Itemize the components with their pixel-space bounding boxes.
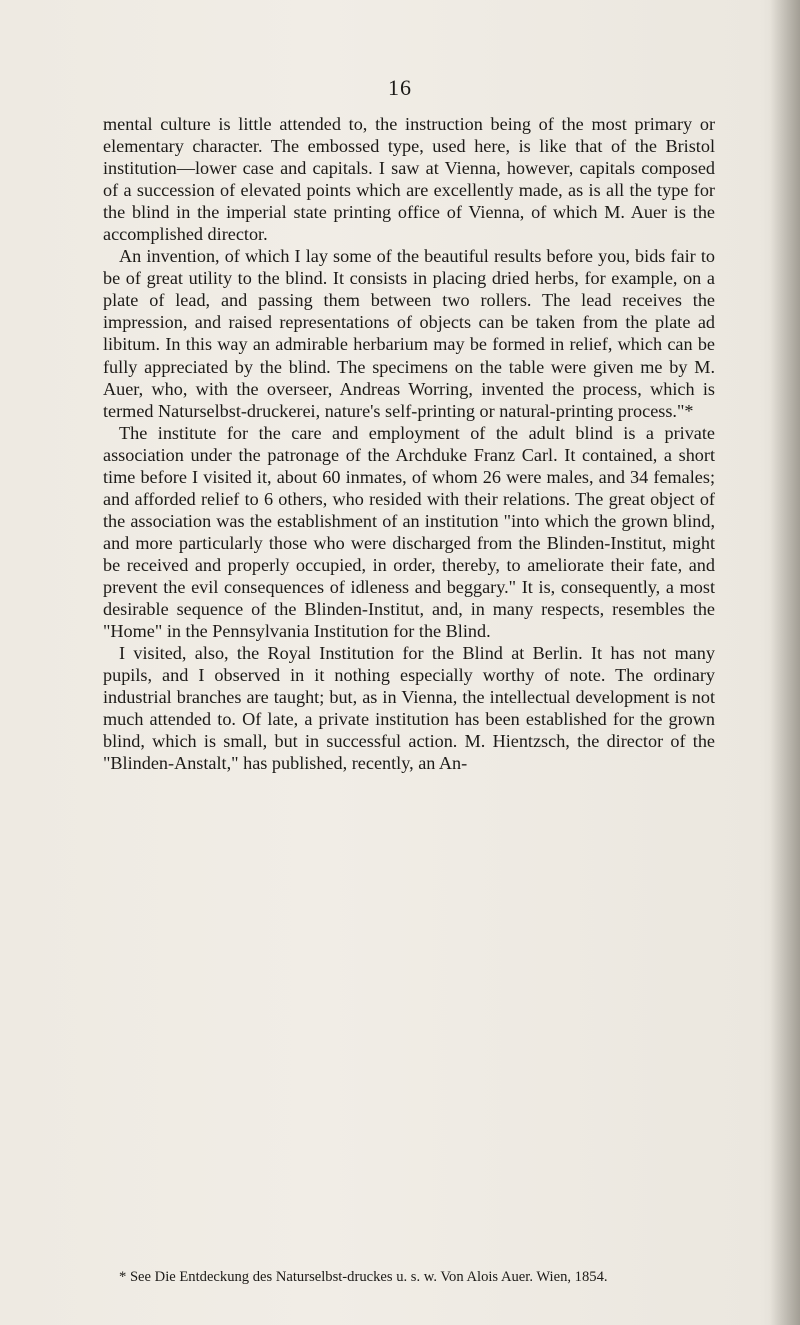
- body-text: [103, 113, 715, 774]
- paragraph-2: An invention, of which I lay some of the beautiful results before you, bids fair to be of great utility to the blind. It consists in placing dried herbs, for example, on a plate of lead, and passing them between two rollers. The lead receives the impression, and raised representations of objects can be taken from the plate ad libitum. In this way an admirable herbarium may be formed in relief, which can be fully appreciated by the blind. The specimens on the table were given me by M. Auer, who, with the overseer, Andreas Worring, invented the process, which is termed Naturselbst-druckerei, nature's self-printing or natural-printing process."*: [103, 246, 715, 421]
- paragraph-3: The institute for the care and employment of the adult blind is a private association under the patronage of the Archduke Franz Carl. It contained, a short time before I visited it, about 60 inmates, of whom 26 were males, and 34 females; and afforded relief to 6 others, who resided with their relations. The great object of the association was the establishment of an institution "into which the grown blind, and more particularly those who were discharged from the Blinden-Institut, might be received and properly occupied, in order, thereby, to ameliorate their fate, and prevent the evil consequences of idleness and beggary." It is, consequently, a most desirable sequence of the Blinden-Institut, and, in many respects, resembles the "Home" in the Pennsylvania Institution for the Blind.: [103, 422, 715, 642]
- footnote: * See Die Entdeckung des Naturselbst-druckes u. s. w. Von Alois Auer. Wien, 1854.: [119, 1269, 608, 1285]
- paragraph-4: I visited, also, the Royal Institution for the Blind at Berlin. It has not many pupils, and I observed in it nothing especially worthy of note. The ordinary industrial branches are taught; but, as in Vienna, the intellectual development is not much attended to. Of late, a private institution has been established for the grown blind, which is small, but in successful action. M. Hientzsch, the director of the "Blinden-Anstalt," has published, recently, an An-: [103, 643, 715, 774]
- page-edge-shadow: [770, 0, 800, 1325]
- paragraph-1: mental culture is little attended to, the instruction being of the most primary or elementary character. The embossed type, used here, is like that of the Bristol institution—lower case and capitals. I saw at Vienna, however, capitals composed of a succession of elevated points which are excellently made, as is all the type for the blind in the imperial state printing office of Vienna, of which M. Auer is the accomplished director.: [103, 114, 715, 245]
- page-number: 16: [388, 75, 412, 100]
